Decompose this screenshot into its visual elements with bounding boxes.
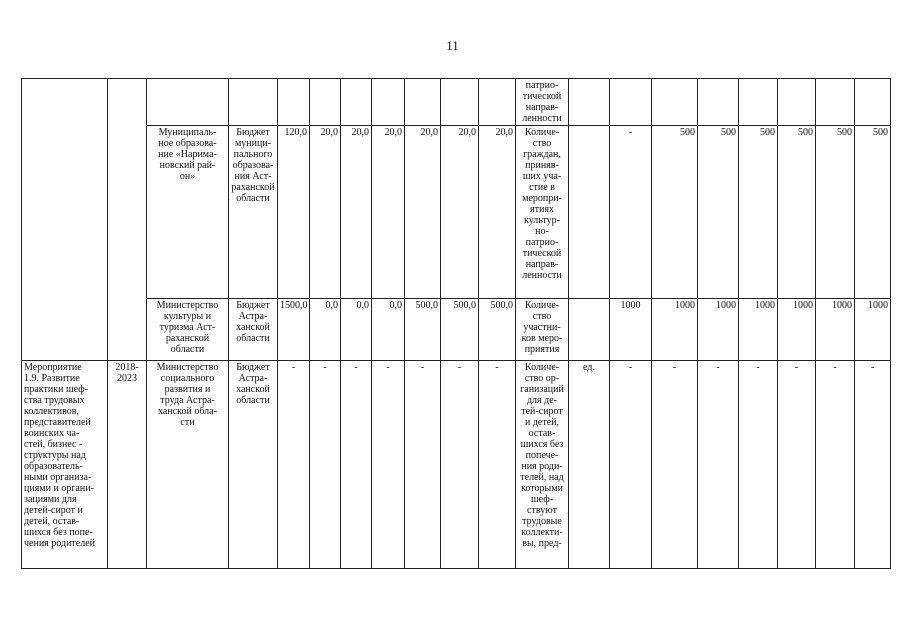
target-cell: 1000 [816,299,855,361]
value-cell [479,79,516,126]
executor-text: Муниципаль- ное образова- ние «Нарима- новский рай- он» [158,127,217,182]
value-cell [372,79,405,126]
value-cell: 0,0 [372,299,405,361]
program-table [21,78,891,569]
target-cell: 500 [652,126,698,299]
indicator-cell [516,361,569,569]
table-row [22,361,891,569]
value-cell [310,79,341,126]
value-cell: - [372,361,405,569]
target-cell: - [610,126,652,299]
target-cell [855,79,891,126]
value-cell: - [278,361,310,569]
measure-text: Мероприятие 1.9. Развитие практики шеф- ства трудовых коллективов, представителей воинских ча- стей, бизнес - структуры над образователь- ными организа- циями и органи- зациями для детей-сирот и детей, остав- шихся без попе- чения родителей [24,362,96,549]
period-cell [108,361,147,569]
value-cell: - [310,361,341,569]
table-row [22,299,891,361]
period-cell [108,79,147,361]
target-cell: 1000 [652,299,698,361]
value-cell: - [341,361,372,569]
page-number: 11 [446,38,459,53]
unit-cell [569,79,610,126]
target-cell: - [778,361,816,569]
value-cell: - [405,361,441,569]
target-cell [778,79,816,126]
target-cell: 1000 [698,299,739,361]
target-cell: 1000 [778,299,816,361]
unit-cell [569,126,610,299]
measure-cell [22,79,108,361]
target-cell: - [816,361,855,569]
value-cell: 20,0 [405,126,441,299]
measure-cell [22,361,108,569]
executor-cell [147,299,229,361]
target-cell: - [652,361,698,569]
target-cell: 500 [816,126,855,299]
indicator-cell [516,126,569,299]
value-cell: 20,0 [341,126,372,299]
target-cell: - [855,361,891,569]
value-cell [405,79,441,126]
target-cell: 1000 [855,299,891,361]
executor-cell [147,361,229,569]
value-cell: 20,0 [310,126,341,299]
table-row [22,79,891,126]
indicator-cell [516,79,569,126]
value-cell: 0,0 [341,299,372,361]
target-cell: - [739,361,778,569]
executor-text: Министерство культуры и туризма Аст- раханской области [156,300,219,355]
source-cell [229,361,278,569]
target-cell: 1000 [739,299,778,361]
value-cell: 20,0 [372,126,405,299]
target-cell: - [610,361,652,569]
target-cell: 500 [698,126,739,299]
indicator-cell [516,299,569,361]
source-text: Бюджет Астра- ханской области [236,300,270,344]
value-cell: - [479,361,516,569]
executor-cell [147,126,229,299]
target-cell: 500 [739,126,778,299]
value-cell [341,79,372,126]
value-cell: 20,0 [479,126,516,299]
source-cell [229,79,278,126]
value-cell [278,79,310,126]
target-cell [739,79,778,126]
executor-cell [147,79,229,126]
value-cell: 1500,0 [278,299,310,361]
indicator-text: Количе- ство граждан, приняв- ших уча- стие в меропри- ятиях культур- но- патрио- тической направ- ленности [522,127,562,281]
source-cell [229,126,278,299]
value-cell [441,79,479,126]
source-text: Бюджет Астра- ханской области [236,362,270,406]
target-cell [610,79,652,126]
value-cell: - [441,361,479,569]
target-cell [698,79,739,126]
table-row [22,126,891,299]
unit-cell: ед. [569,361,610,569]
unit-cell [569,299,610,361]
target-cell: 1000 [610,299,652,361]
target-cell: 500 [855,126,891,299]
value-cell: 120,0 [278,126,310,299]
target-cell [652,79,698,126]
target-cell: 500 [778,126,816,299]
indicator-text: Количе- ство участни- ков меро- приятия [521,300,563,355]
value-cell: 500,0 [441,299,479,361]
value-cell: 0,0 [310,299,341,361]
source-cell [229,299,278,361]
executor-text: Министерство социального развития и труда Астра- ханской обла- сти [156,362,219,428]
target-cell [816,79,855,126]
value-cell: 500,0 [405,299,441,361]
value-cell: 20,0 [441,126,479,299]
indicator-text: патрио- тической направ- ленности [522,80,562,124]
indicator-text: Количе- ство ор- ганизаций для де- тей-сирот и детей, остав- шихся без попече- ния роди- телей, над которыми шеф- ствуют трудовые коллекти- вы, пред- [520,362,564,549]
value-cell: 500,0 [479,299,516,361]
target-cell: - [698,361,739,569]
source-text: Бюджет муници- пального образова- ния Аст- раханской области [231,127,275,204]
period-text: 2018- 2023 [115,362,139,384]
